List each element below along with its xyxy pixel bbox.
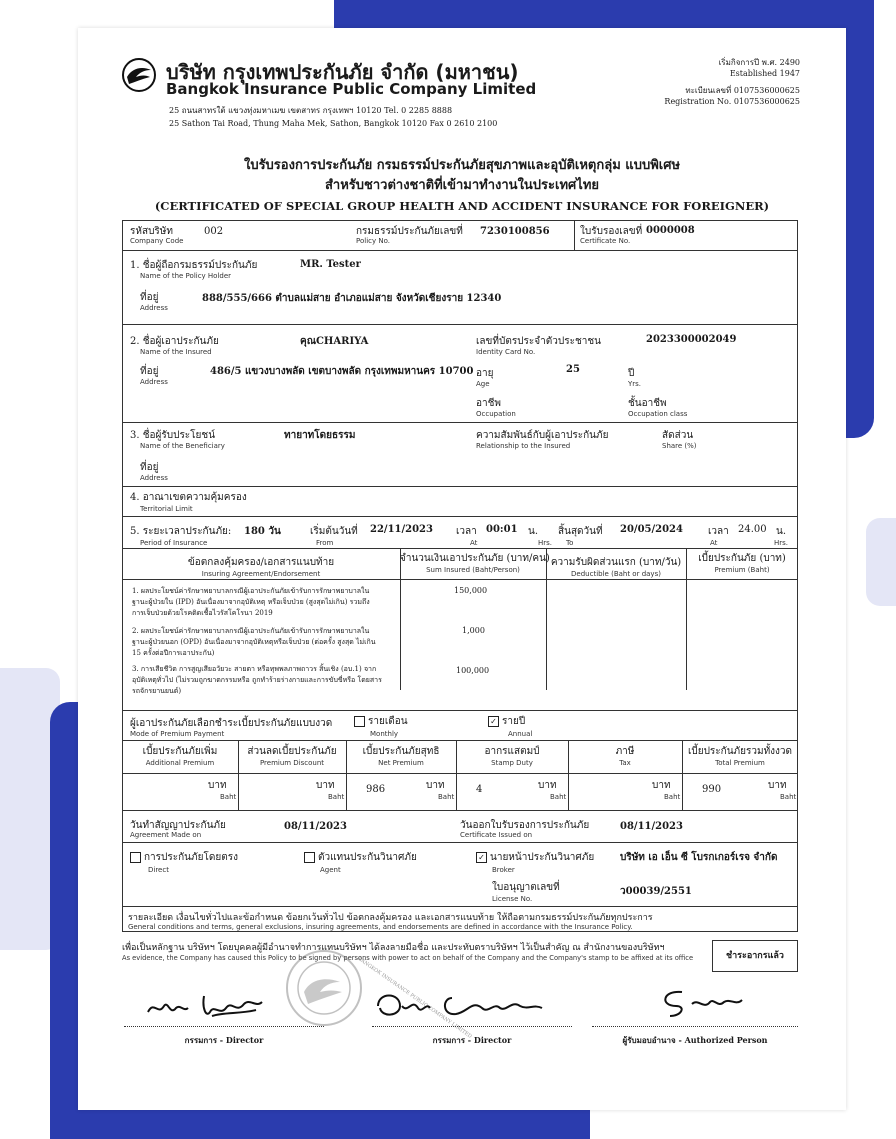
holder-address-label-en: Address bbox=[140, 304, 168, 312]
premium-value: 986 bbox=[366, 784, 386, 795]
premium-col-header-en: Net Premium bbox=[378, 759, 424, 767]
coverage-header-agreement-en: Insuring Agreement/Endorsement bbox=[201, 570, 321, 578]
holder-name-value: MR. Tester bbox=[300, 259, 361, 270]
conditions-notice-th: รายละเอียด เงื่อนไขทั่วไปและข้อกำหนด ข้อยกเว้นทั่วไป ข้อตกลงคุ้มครอง และเอกสารแนบท้าย ให้ถือตามกรมธรรม์ประกันภัยทุกประการ bbox=[128, 913, 653, 923]
to-time-label: เวลา bbox=[708, 526, 729, 537]
agreement-made-value: 08/11/2023 bbox=[284, 821, 347, 832]
from-time-unit: น. bbox=[528, 526, 539, 537]
to-label-en: To bbox=[566, 539, 574, 547]
share-label: สัดส่วน bbox=[662, 430, 694, 441]
payment-annual-label-en: Annual bbox=[508, 730, 533, 738]
premium-baht-label-en: Baht bbox=[664, 793, 681, 801]
coverage-item: 3. การเสียชีวิต การสูญเสียอวัยวะ สายตา หรือทุพพลภาพถาวร สิ้นเชิง (อบ.1) จาก อุบัติเหตุทั่วไป (ไม่รวมถูกฆาตกรรมหรือ ถูกทำร้ายร่างกายและการขับขี่หรือ โดยสารรถจักรยานยนต์) bbox=[132, 665, 382, 695]
channel-broker-label-en: Broker bbox=[492, 866, 515, 874]
to-time-value: 24.00 bbox=[738, 524, 767, 535]
stamp-duty-paid-box: ชำระอากรแล้ว bbox=[712, 940, 798, 972]
age-label-en: Age bbox=[476, 380, 490, 388]
agreement-made-label: วันทำสัญญาประกันภัย bbox=[130, 820, 226, 831]
period-label-en: Period of Insurance bbox=[140, 539, 208, 547]
insured-name-value: คุณCHARIYA bbox=[300, 336, 369, 347]
age-value: 25 bbox=[566, 364, 580, 375]
company-address-th: 25 ถนนสาทรใต้ แขวงทุ่งมหาเมฆ เขตสาทร กรุงเทพฯ 10120 Tel. 0 2285 8888 bbox=[169, 106, 453, 115]
company-seal-text: BANGKOK INSURANCE PUBLIC COMPANY LIMITED bbox=[356, 956, 473, 1040]
beneficiary-address-label-en: Address bbox=[140, 474, 168, 482]
authorized-signature-icon bbox=[652, 984, 752, 1026]
premium-col-header: เบี้ยประกันภัยเพิ่ม bbox=[142, 746, 218, 757]
certificate-no-value: 0000008 bbox=[646, 225, 695, 236]
coverage-header-premium-en: Premium (Baht) bbox=[714, 566, 770, 574]
premium-col-header-en: Tax bbox=[619, 759, 631, 767]
payment-monthly-option[interactable]: รายเดือน bbox=[354, 714, 408, 729]
from-hrs-label: Hrs. bbox=[538, 539, 553, 547]
beneficiary-address-label: ที่อยู่ bbox=[140, 462, 159, 473]
channel-agent-option[interactable]: ตัวแทนประกันวินาศภัย bbox=[304, 850, 417, 865]
policy-no-label: กรมธรรม์ประกันภัยเลขที่ bbox=[356, 226, 463, 237]
premium-col-header: อากรแสตมป์ bbox=[484, 746, 540, 757]
premium-col-header-en: Total Premium bbox=[715, 759, 765, 767]
established-th: เริ่มกิจการปี พ.ศ. 2490 bbox=[718, 58, 800, 67]
company-code-label: รหัสบริษัท bbox=[130, 226, 173, 237]
channel-agent-label-en: Agent bbox=[320, 866, 341, 874]
premium-baht-label: บาท bbox=[538, 780, 557, 791]
decor-grey-tab-right bbox=[866, 518, 896, 606]
years-label-en: Yrs. bbox=[628, 380, 642, 388]
policy-no-label-en: Policy No. bbox=[356, 237, 390, 245]
director-signature-2-icon bbox=[372, 986, 552, 1026]
payment-mode-label-en: Mode of Premium Payment bbox=[130, 730, 225, 738]
payment-annual-option[interactable]: ✓ รายปี bbox=[488, 714, 525, 729]
premium-col-header-en: Premium Discount bbox=[259, 759, 325, 767]
to-time-unit: น. bbox=[776, 526, 787, 537]
coverage-item: 2. ผลประโยชน์ค่ารักษาพยาบาลกรณีผู้เอาประกันภัยเข้ารับการรักษาพยาบาลใน ฐานะผู้ป่วยนอก (OPD) อันเนื่องมาจากอุบัติเหตุหรือเจ็บป่วย (ต่อครั้ง สูงสุด ไม่เกิน 15 ครั้งต่อปีการเอาประกัน) bbox=[132, 627, 376, 657]
company-code-value: 002 bbox=[204, 226, 224, 237]
broker-name-value: บริษัท เอ เอ็น ซี โบรกเกอร์เรจ จำกัด bbox=[620, 852, 778, 863]
evidence-text-th: เพื่อเป็นหลักฐาน บริษัทฯ โดยบุคคลผู้มีอำนาจทำการแทนบริษัทฯ ได้ลงลายมือชื่อ และประทับตราบริษัทฯ ไว้เป็นสำคัญ ณ สำนักงานของบริษัทฯ bbox=[122, 943, 665, 953]
channel-direct-option[interactable]: การประกันภัยโดยตรง bbox=[130, 850, 238, 865]
registration-th: ทะเบียนเลขที่ 0107536000625 bbox=[685, 86, 800, 95]
payment-monthly-label-en: Monthly bbox=[370, 730, 399, 738]
agreement-made-label-en: Agreement Made on bbox=[130, 831, 202, 839]
premium-col-header: เบี้ยประกันภัยรวมทั้งงวด bbox=[687, 746, 793, 757]
authorized-person-label: ผู้รับมอบอำนาจ - Authorized Person bbox=[622, 1035, 768, 1045]
director-label-1: กรรมการ - Director bbox=[184, 1035, 264, 1045]
from-date-value: 22/11/2023 bbox=[370, 524, 433, 535]
period-days: 180 วัน bbox=[244, 526, 281, 537]
director-label-2: กรรมการ - Director bbox=[432, 1035, 512, 1045]
occupation-class-label: ชั้นอาชีพ bbox=[628, 398, 667, 409]
occupation-label-en: Occupation bbox=[476, 410, 516, 418]
coverage-header-sum: จำนวนเงินเอาประกันภัย (บาท/คน) bbox=[400, 553, 550, 564]
coverage-header-agreement: ข้อตกลงคุ้มครอง/เอกสารแนบท้าย bbox=[187, 557, 335, 568]
period-label: 5. ระยะเวลาประกันภัย: bbox=[130, 526, 232, 537]
evidence-text-en: As evidence, the Company has caused this Policy to be signed by persons with power to act on behalf of the Company and the Company's stamp to be affixed at its office bbox=[122, 954, 694, 962]
insured-address-label-en: Address bbox=[140, 378, 168, 386]
holder-label-en: Name of the Policy Holder bbox=[140, 272, 232, 280]
from-at-label: At bbox=[470, 539, 478, 547]
premium-value: 990 bbox=[702, 784, 722, 795]
direct-checkbox[interactable] bbox=[130, 852, 141, 863]
insured-label: 2. ชื่อผู้เอาประกันภัย bbox=[130, 336, 219, 347]
certificate-issued-label: วันออกใบรับรองการประกันภัย bbox=[460, 820, 590, 831]
registration-en: Registration No. 0107536000625 bbox=[664, 97, 800, 106]
title-th-line2: สำหรับชาวต่างชาติที่เข้ามาทำงานในประเทศไทย bbox=[324, 178, 600, 193]
premium-col-header-en: Stamp Duty bbox=[491, 759, 533, 767]
certificate-no-label: ใบรับรองเลขที่ bbox=[580, 226, 643, 237]
occupation-class-label-en: Occupation class bbox=[628, 410, 688, 418]
id-card-label-en: Identity Card No. bbox=[476, 348, 536, 356]
payment-mode-label: ผู้เอาประกันภัยเลือกชำระเบี้ยประกันภัยแบบงวด bbox=[130, 718, 333, 729]
premium-col-header: ส่วนลดเบี้ยประกันภัย bbox=[247, 746, 337, 757]
coverage-header-sum-en: Sum Insured (Baht/Person) bbox=[426, 566, 520, 574]
certificate-issued-value: 08/11/2023 bbox=[620, 821, 683, 832]
license-label-en: License No. bbox=[492, 895, 533, 903]
agent-checkbox[interactable] bbox=[304, 852, 315, 863]
share-label-en: Share (%) bbox=[662, 442, 697, 450]
from-time-value: 00:01 bbox=[486, 524, 518, 535]
premium-baht-label-en: Baht bbox=[328, 793, 345, 801]
premium-baht-label: บาท bbox=[652, 780, 671, 791]
coverage-item-sum: 100,000 bbox=[456, 666, 490, 675]
company-address-en: 25 Sathon Tai Road, Thung Maha Mek, Sathon, Bangkok 10120 Fax 0 2610 2100 bbox=[169, 119, 498, 128]
channel-direct-label-en: Direct bbox=[148, 866, 169, 874]
territory-label-en: Territorial Limit bbox=[140, 505, 193, 513]
insured-address-label: ที่อยู่ bbox=[140, 366, 159, 377]
coverage-header-premium: เบี้ยประกันภัย (บาท) bbox=[698, 553, 786, 564]
insured-label-en: Name of the Insured bbox=[140, 348, 212, 356]
beneficiary-label: 3. ชื่อผู้รับประโยชน์ bbox=[130, 430, 216, 441]
id-card-label: เลขที่บัตรประจำตัวประชาชน bbox=[476, 336, 601, 347]
premium-col-header: ภาษี bbox=[615, 746, 635, 757]
policy-no-value: 7230100856 bbox=[480, 226, 550, 237]
premium-baht-label: บาท bbox=[208, 780, 227, 791]
to-label: สิ้นสุดวันที่ bbox=[558, 526, 603, 537]
title-en: (CERTIFICATED OF SPECIAL GROUP HEALTH AND ACCIDENT INSURANCE FOR FOREIGNER) bbox=[154, 199, 770, 213]
company-logo-icon bbox=[122, 58, 156, 92]
premium-value: 4 bbox=[476, 784, 483, 795]
established-en: Established 1947 bbox=[729, 69, 800, 78]
holder-address-label: ที่อยู่ bbox=[140, 292, 159, 303]
license-value: ว00039/2551 bbox=[620, 886, 692, 897]
conditions-notice-en: General conditions and terms, general exclusions, insuring agreements, and endorsements are defined in accordance with the Insurance Policy. bbox=[128, 923, 633, 931]
established-block bbox=[664, 56, 800, 106]
age-label: อายุ bbox=[476, 368, 494, 379]
to-at-label: At bbox=[710, 539, 718, 547]
territory-label: 4. อาณาเขตความคุ้มครอง bbox=[130, 492, 247, 503]
certificate-issued-label-en: Certificate Issued on bbox=[460, 831, 533, 839]
insured-address-value: 486/5 แขวงบางพลัด เขตบางพลัด กรุงเทพมหานคร 10700 bbox=[210, 366, 474, 377]
premium-col-header: เบี้ยประกันภัยสุทธิ bbox=[362, 746, 440, 757]
monthly-checkbox[interactable] bbox=[354, 716, 365, 727]
id-card-value: 2023300002049 bbox=[646, 334, 737, 345]
beneficiary-name-value: ทายาทโดยธรรม bbox=[284, 430, 356, 441]
director-signature-1-icon bbox=[144, 986, 284, 1026]
years-label: ปี bbox=[628, 368, 635, 379]
to-date-value: 20/05/2024 bbox=[620, 524, 683, 535]
premium-baht-label: บาท bbox=[426, 780, 445, 791]
company-code-label-en: Company Code bbox=[130, 237, 184, 245]
relationship-label-en: Relationship to the Insured bbox=[476, 442, 571, 450]
channel-broker-option[interactable]: ✓ นายหน้าประกันวินาศภัย bbox=[476, 850, 594, 865]
broker-checkbox[interactable]: ✓ bbox=[476, 852, 487, 863]
coverage-header-deductible: ความรับผิดส่วนแรก (บาท/วัน) bbox=[550, 557, 682, 568]
beneficiary-label-en: Name of the Beneficiary bbox=[140, 442, 225, 450]
company-name-en: Bangkok Insurance Public Company Limited bbox=[166, 80, 537, 98]
certificate-document bbox=[78, 28, 846, 1110]
premium-baht-label-en: Baht bbox=[438, 793, 455, 801]
from-time-label: เวลา bbox=[456, 526, 477, 537]
premium-baht-label: บาท bbox=[316, 780, 335, 791]
license-label: ใบอนุญาตเลขที่ bbox=[492, 882, 560, 893]
holder-address-value: 888/555/666 ตำบลแม่สาย อำเภอแม่สาย จังหวัดเชียงราย 12340 bbox=[202, 293, 502, 304]
certificate-no-label-en: Certificate No. bbox=[580, 237, 631, 245]
from-label: เริ่มต้นวันที่ bbox=[310, 526, 358, 537]
coverage-item: 1. ผลประโยชน์ค่ารักษาพยาบาลกรณีผู้เอาประกันภัยเข้ารับการรักษาพยาบาลใน ฐานะผู้ป่วยใน (IPD) อันเนื่องมาจากอุบัติเหตุ หรือเจ็บป่วย (สูงสุดไม่เกิน) รวมถึง การเจ็บป่วยด้วยโรคติดเชื้อไวรัสโคโรนา 2019 bbox=[132, 587, 370, 617]
premium-col-header-en: Additional Premium bbox=[145, 759, 215, 767]
coverage-item-sum: 1,000 bbox=[462, 626, 485, 635]
occupation-label: อาชีพ bbox=[476, 398, 501, 409]
premium-baht-label-en: Baht bbox=[220, 793, 237, 801]
title-th-line1: ใบรับรองการประกันภัย กรมธรรม์ประกันภัยสุขภาพและอุบัติเหตุกลุ่ม แบบพิเศษ bbox=[243, 158, 681, 173]
premium-baht-label-en: Baht bbox=[780, 793, 797, 801]
premium-baht-label: บาท bbox=[768, 780, 787, 791]
annual-checkbox[interactable]: ✓ bbox=[488, 716, 499, 727]
from-label-en: From bbox=[316, 539, 334, 547]
relationship-label: ความสัมพันธ์กับผู้เอาประกันภัย bbox=[476, 430, 609, 441]
holder-label: 1. ชื่อผู้ถือกรมธรรม์ประกันภัย bbox=[130, 260, 258, 271]
to-hrs-label: Hrs. bbox=[774, 539, 789, 547]
company-seal-icon bbox=[284, 948, 364, 1028]
coverage-header-deductible-en: Deductible (Baht or days) bbox=[571, 570, 661, 578]
premium-baht-label-en: Baht bbox=[550, 793, 567, 801]
company-name-th: บริษัท กรุงเทพประกันภัย จำกัด (มหาชน) bbox=[166, 60, 519, 84]
coverage-item-sum: 150,000 bbox=[454, 586, 488, 595]
